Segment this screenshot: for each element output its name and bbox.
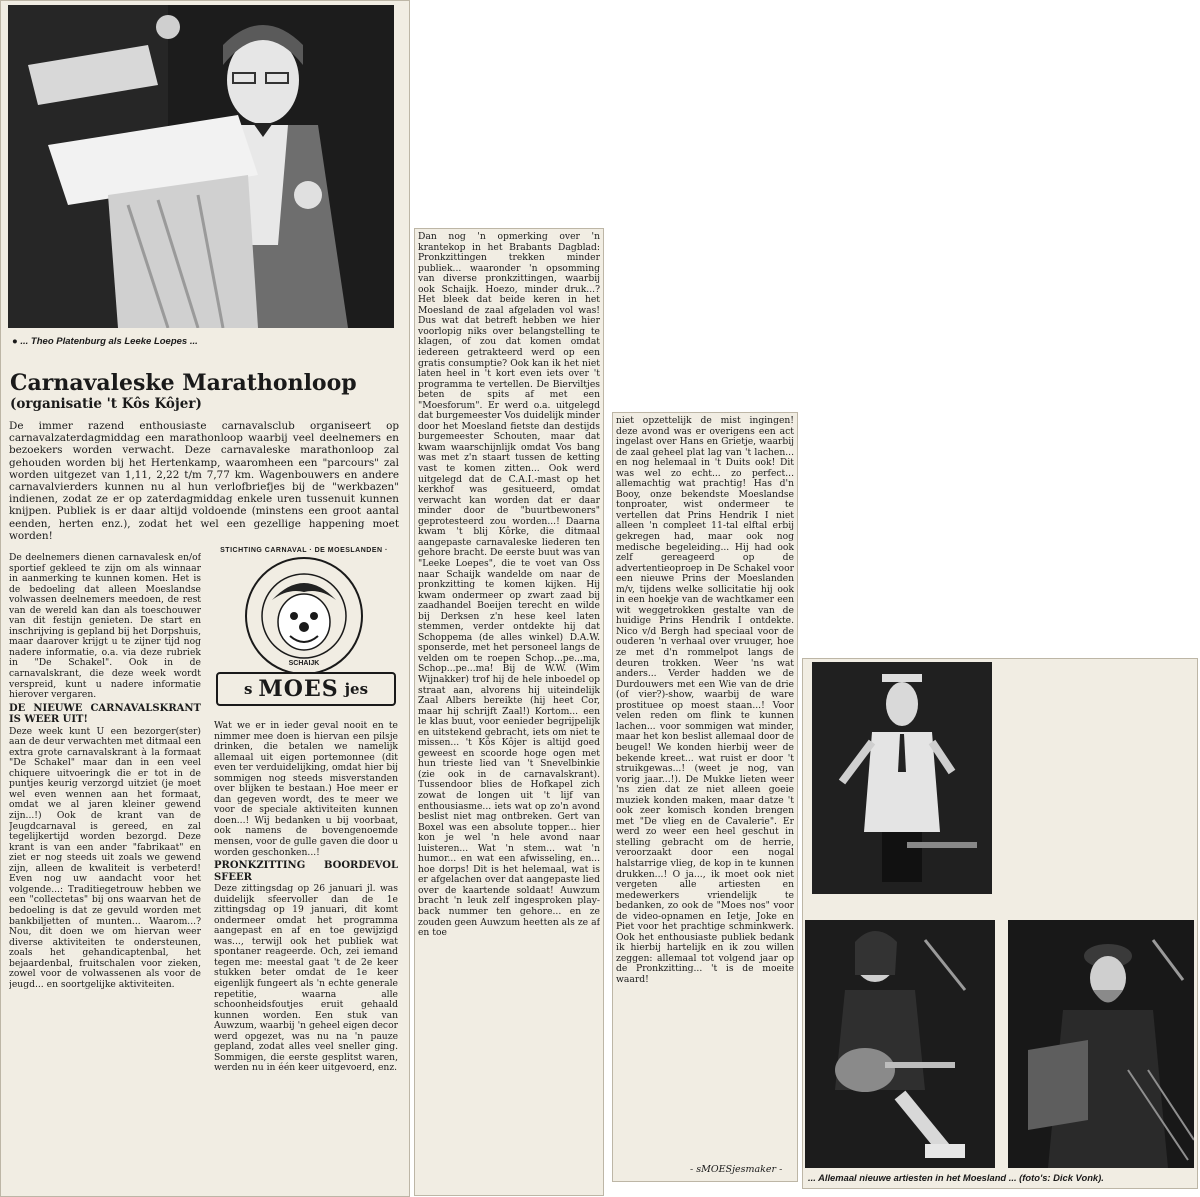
- logo-ring-text: STICHTING CARNAVAL · DE MOESLANDEN ·: [220, 547, 388, 554]
- moesjes-logo: [210, 548, 398, 706]
- logo-banner: [216, 672, 396, 706]
- photo-caption: ● ... Theo Platenburg als Leeke Loepes ...: [12, 336, 198, 347]
- headline: Carnavaleske Marathonloop: [10, 370, 357, 396]
- logo-banner-left: s: [243, 680, 253, 698]
- photo-artist-sailor: [812, 662, 992, 894]
- column-2-bottom: Deze zittingsdag op 26 januari jl. was duidelijk sfeervoller dan de 1e zittingsdag op 19 januari, dit komt ondermeer omdat het programma aangepast en af en toe gewijzigd was..., terwijl ook het publiek wat spontaner reageerde. Och, zei iemand tegen me: meestal gaat 't de 2e keer stukken beter omdat de 1e keer eigenlijk fungeert als 'n echte generale repetitie, waarna alle schoonheidsfoutjes eruit gehaald kunnen worden. Een stuk van Auwzum, waarbij 'n geheel eigen decor werd opgezet, was nu na 'n pauze gepland, zodat alles veel sneller ging. Sommigen, die eerste gesplitst waren, werden nu in één keer uitgevoerd, enz.: [214, 883, 398, 1074]
- column-4: niet opzettelijk de mist ingingen! deze avond was er overigens een act ingelast over Hans en Grietje, waarbij de zaal geheel plat lag van 't lachen... en nog helemaal in 't Duits ook! Dit was wel zo echt... zo perfect... allemachtig wat prachtig! Has d'n Booy, onze bekendste Moeslandse tonproater, wist ondermeer te vertellen dat Prins Hendrik I niet alleen 'n compleet 11-tal elftal erbij gekregen had, maar ook nog medische begeleiding... Hij had ook zelf gereageerd op de advertentieoproep in De Schakel voor een nieuwe Prins der Moeslanden m/v, tijdens welke sollicitatie hij ook in een hoekje van de wachtkamer een wit weggetrokken gestalte van de huidige Prins Hendrik I ontdekte. Nico v/d Bergh had speciaal voor de ouderen 'n verhaal over vruuger, hoe ze met d'n rommelpot langs de deuren trokken. Weer 'ns wat anders... Verder hadden we de Durdouwers met een Wie van de drie (of vier?)-show, waarbij de ware prostituee op moest staan...! Voor velen reden om flink te kunnen lachen... voor sommigen wat minder, maar het kon beslist allemaal door de beugel! We konden hierbij weer de bekende kreet... wat ruist er door 't struikgewas...! (weet je nog, van vorig jaar...!). De Mukke lieten weer 'ns zien dat ze niet alleen goeie muziek konden maken, maar datze 't ook zeer komisch konden brengen met "De vlieg en de Cavalerie". Er werd zo weer een heel geschut in stelling gebracht om de herrie, veroorzaakt door een nogal halstarrige vlieg, de kop in te kunnen drukken...! O ja..., ik moet ook niet vergeten alle artiesten en medewerkers vriendelijk te bedanken, zo ook de "Moes nos" voor de video-opnamen en Ietje, Joke en Piet voor het prachtige schminkwerk. Ook het enthousiaste publiek bedank ik hierbij hartelijk en ik zou willen zeggen: allemaal tot volgend jaar op de Pronkzitting... 't is de moeite waard!: [616, 416, 794, 985]
- photo-artist-guitar: [805, 920, 995, 1168]
- column-1: [9, 553, 201, 1190]
- logo-banner-main: MOES: [258, 676, 339, 702]
- subheadline: (organisatie 't Kôs Kôjer): [10, 396, 202, 412]
- photo-theo-platenburg: [8, 5, 394, 328]
- column-1-bottom: Deze week kunt U een bezorger(ster) aan de deur verwachten met ditmaal een extra grote carnavalskrant à la formaat "De Schakel" maar dan in een veel chiquere uitvoeringk die er tot in de puntjes keurig verzorgd uitziet (je moet wel even wennen aan het formaat, omdat we al jaren kleiner gewend zijn...!) Ook de krant van de Jeugdcarnaval is gereed, en zal tegelijkertijd worden bezorgd. Deze krant is van een ander "fabrikaat" en ziet er nog steeds uit zoals we gewend zijn, alleen de kwaliteit is verbeterd! Even nog uw aandacht voor het volgende...: Traditiegetrouw hebben we een "collectetas" bij ons waarvan het de bedoeling is dat ze gevuld worden met bankbiljetten of munten... Waarom...? Nou, dit doen we om hiervan weer diverse aktiviteiten te ondersteunen, zoals het gehandicaptenbal, het bejaardenbal, fruitschalen voor zieken, zowel voor de volwassenen als voor de jeugd... en soortgelijke aktiviteiten.: [9, 725, 201, 990]
- column-3: Dan nog 'n opmerking over 'n krantekop in het Brabants Dagblad: Pronkzittingen trekken minder publiek... waaronder 'n opsomming van diverse pronkzittingen, waarbij ook Schaijk. Hoezo, minder druk...? Het bleek dat beide keren in het Moesland de zaal afgeladen vol was! Dus wat dat betreft hebben we hier voorlopig niks over belangstelling te klagen, of zou dat komen omdat iedereen getrakteerd werd op een gratis consumptie? Ook kan ik het niet laten heel in 't kort even iets over 't programma te vertellen. De Bierviltjes beten de spits af met een "Moesforum". Er werd o.a. uitgelegd dat burgemeester Vos duidelijk minder door het Moesland fietste dan destijds burgemeester Schouten, maar dat kwam waarschijnlijk omdat Vos bang was met z'n staart tussen de ketting vast te komen zitten... Ook werd uitgelegd dat de C.A.I.-mast op het kerkhof was gesitueerd, omdat verwacht kan worden dat er daar minder door de "buurtbewoners" geprotesteerd zou worden...! Daarna kwam 't blij Kôrke, die ditmaal aangepaste carnavaleske liederen ten gehore bracht. De eerste buut was van "Leeke Loepes", die te voet van Oss naar Schaijk wandelde om naar de pronkzitting te komen kijken. Hij kwam ondermeer op zwart zaad bij zaadhandel Boeijen terecht en wilde bij Derksen z'n hese keel laten stemmen, verder ontdekte hij dat Schoppema (de alles winkel) D.A.W. sponserde, met het personeel langs de velden om te roepen Schop...pe...ma, Schop...pe...ma! Bij de W.W. (Wim Wijnakker) trof hij de hele inboedel op straat aan, alvorens hij uiteindelijk Zaal Albers bereikte (hij heet Cor, maar hij schrijft Zaal!) Kortom... een le klas buut, voor eenieder begrijpelijk en uitstekend gebracht, iets om niet te missen... 't Kôs Kôjer is altijd goed geweest en scoorde hoge ogen met hun trieste lied van 't Snevelbinkie (zie ook in de carnavalskrant). Tussendoor blies de Hofkapel zich zowat de longen uit 't lijf van enthousiasme... iets wat op zo'n avond beslist niet mag ontbreken. Gert van Boxel was een absolute topper... hier kon je wel 'n hele avond naar luisteren... Wat 'n stem... wat 'n humor... en wat een afwisseling, en... hoe dorps! Dit is het helemaal, wat is er afgelachen over dat aangepaste lied over de kaartende soldaat! Auwzum bracht 'n leuk zelf ingesproken play-back nummer ten gehore... en ze zouden geen Auwzum heetten als ze af en toe: [418, 232, 600, 939]
- photo-artist-bearded: [1008, 920, 1194, 1168]
- column-2-top: Wat we er in ieder geval nooit en te nimmer mee doen is hiervan een pilsje drinken, die betalen we namelijk allemaal uit eigen portemonnee (dit even ter verduidelijking, omdat hier bij sommigen nog steeds misverstanden over blijken te bestaan.) Hoe meer er dan gegeven wordt, des te meer we voor de speciale aktiviteiten kunnen doen...! Wij bedanken u bij voorbaat, ook namens de bovengenoemde mensen, voor de gulle gaven die door u worden geschonken...!: [214, 721, 398, 858]
- intro-paragraph: De immer razend enthousiaste carnavalsclub organiseert op carnavalzaterdagmiddag een marathonloop waarbij veel deelnemers en bezoekers worden verwacht. Deze carnavaleske marathonloop zal gehouden worden bij het Hertenkamp, waaromheen een "parcours" zal worden uitgezet van 1,11, 2,22 t/m 7,77 km. Wagenbouwers en andere carnavalvierders kunnen nu al hun verlofbriefjes bij de "werkbazen" indienen, zodat ze er op zaterdagmiddag enkele uren tussenuit kunnen knijpen. Publiek is er daar altijd voldoende (minstens een groot aantal eenden, herten enz.), zodat het wel een gezellige happening moet worden!: [9, 420, 399, 542]
- column-1-top: De deelnemers dienen carnavalesk en/of sportief gekleed te zijn om als winnaar in aanmerking te kunnen komen. Het is de bedoeling dat alleen Moeslandse volwassen deelnemers meedoen, de rest van de wereld kan dan als toeschouwer van dit festijn genieten. De start en inschrijving is gepland bij het Dorpshuis, maar daarover krijgt u te zijner tijd nog nadere informatie, o.a. via deze rubriek in "De Schakel". Ook in de carnavalskrant, die deze week wordt verspreid, kunt u nadere informatie hierover vergaren.: [9, 553, 201, 701]
- logo-banner-right: jes: [344, 680, 369, 698]
- section-heading-carnavalskrant: DE NIEUWE CARNAVALSKRANT IS WEER UIT!: [9, 702, 201, 726]
- logo-bottom-text: SCHAIJK: [288, 660, 320, 667]
- signature: - sMOESjesmaker -: [690, 1164, 783, 1175]
- column-2: [214, 721, 398, 1190]
- section-heading-pronkzitting: PRONKZITTING BOORDEVOL SFEER: [214, 860, 398, 883]
- photos-caption: ... Allemaal nieuwe artiesten in het Moesland ... (foto's: Dick Vonk).: [808, 1172, 1104, 1183]
